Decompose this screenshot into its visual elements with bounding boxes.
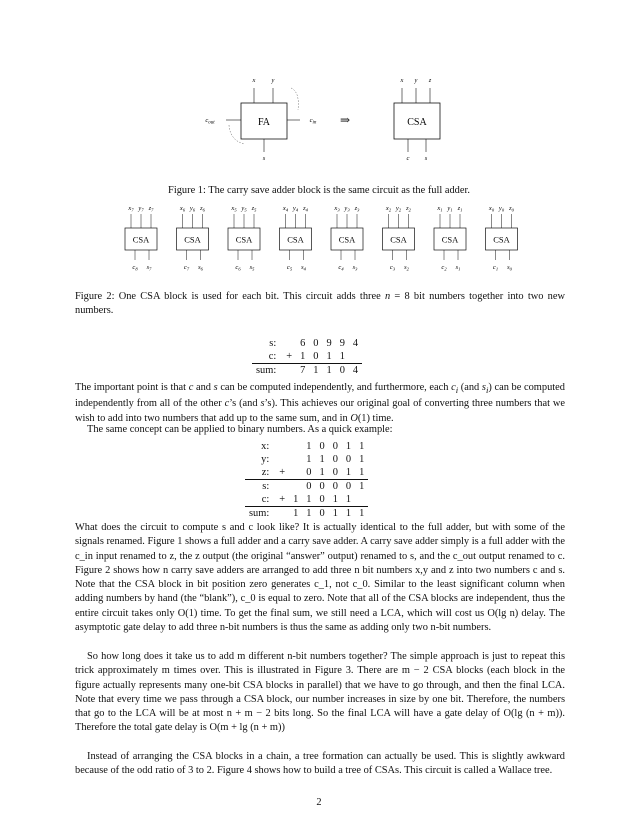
digit-cell [349, 350, 362, 364]
csa-bit-output-label: $c_1$ [492, 264, 499, 272]
csa-bit-label: CSA [132, 234, 150, 245]
csa-bit-input-label: $z_4$ [303, 205, 308, 213]
digit-cell: 1 [345, 441, 352, 452]
csa-bit-input-label: $x_3$ [334, 205, 340, 213]
csa-bit-output-label: $s_4$ [301, 264, 306, 272]
digit-cell [289, 440, 302, 453]
sum-row [245, 440, 368, 453]
paragraph-independence: The important point is that c and s can be computed independently, and furthermore, each $c_i$ (and $s_i$) can be computed independently from all of the other c’s (and s’s). This achieves our original goal of converting three numbers that we wish to add into two numbers that add up to the same sum, and in O(1) time. [75, 382, 565, 424]
csa-bit-output-label: $s_1$ [455, 264, 461, 272]
row-operator: + [279, 494, 286, 505]
digit-cell: 1 [339, 351, 345, 362]
row-label: x: [261, 441, 270, 452]
row-operator [275, 480, 289, 494]
row-operator [282, 364, 296, 378]
csa-bit-input-label: $y_2$ [395, 205, 402, 213]
csa-bit-input-label: $x_0$ [488, 205, 495, 213]
csa-bit-block [177, 205, 209, 272]
csa-bit-block [280, 205, 312, 272]
csa-bit-output-label: $c_5$ [286, 264, 293, 272]
digit-cell: 0 [332, 467, 338, 478]
row-operator [275, 507, 289, 521]
digit-cell: 7 [296, 364, 309, 378]
csa-bit-input-label: $z_3$ [354, 205, 360, 213]
row-operator: + [279, 467, 286, 478]
csa-bit-input-label: $z_6$ [200, 205, 205, 213]
csa-bit-output-label: $c_2$ [441, 264, 447, 272]
digit-cell: 1 [359, 454, 365, 465]
csa-bit-output-label: $c_4$ [338, 264, 344, 272]
digit-cell [289, 480, 302, 494]
digit-cell: 4 [352, 338, 359, 349]
digit-cell: 0 [306, 467, 312, 478]
sum-row [252, 337, 362, 350]
fa-label: FA [257, 117, 271, 128]
digit-cell: 1 [326, 351, 332, 362]
fa-output-s: s [262, 155, 266, 162]
csa-bit-output-label: $s_2$ [404, 264, 409, 272]
csa-bit-output-label: $c_8$ [132, 264, 138, 272]
sum-row [252, 364, 362, 378]
csa-bit-input-label: $y_7$ [138, 205, 144, 213]
csa-bit-output-label: $s_0$ [507, 264, 512, 272]
csa-bit-input-label: $y_4$ [292, 205, 299, 213]
digit-cell: 1 [306, 441, 312, 452]
csa-bit-input-label: $x_7$ [128, 205, 134, 213]
csa-bit-label: CSA [493, 234, 510, 245]
row-label: y: [261, 454, 270, 465]
digit-cell: 1 [293, 494, 299, 505]
csa-bit-label: CSA [287, 234, 304, 245]
row-label: z: [261, 467, 270, 478]
digit-cell: 1 [332, 494, 338, 505]
sum-row [245, 493, 368, 507]
digit-cell: 6 [300, 338, 306, 349]
figure-2-caption: Figure 2: One CSA block is used for each bit. This circuit adds three n = 8 bit numbers together into two new numbers. [75, 291, 565, 316]
csa-bit-input-label: $x_2$ [385, 205, 392, 213]
digit-cell: 0 [319, 441, 325, 452]
digit-cell: 0 [302, 480, 315, 494]
digit-cell: 1 [355, 480, 368, 494]
csa-bit-output-label: $c_3$ [389, 264, 396, 272]
sum-row [252, 350, 362, 364]
digit-cell [355, 493, 368, 507]
figure-1-caption: Figure 1: The carry save adder block is the same circuit as the full adder. [168, 185, 470, 196]
transform-arrow: ⇒ [339, 113, 351, 127]
csa-bit-input-label: $x_4$ [282, 205, 289, 213]
row-operator [275, 440, 289, 453]
row-operator [275, 453, 289, 466]
csa-bit-block [331, 205, 363, 272]
csa-bit-block [125, 205, 157, 272]
digit-cell: 1 [345, 467, 352, 478]
csa-bit-label: CSA [184, 234, 201, 245]
dashed-wire-top [291, 88, 298, 110]
csa-bit-label: CSA [390, 234, 407, 245]
digit-cell: 1 [359, 467, 365, 478]
csa-bit-label: CSA [441, 234, 459, 245]
fa-input-x: x [252, 77, 256, 84]
digit-cell: 9 [339, 338, 345, 349]
csa-bit-output-label: $c_6$ [235, 264, 241, 272]
digit-cell: 0 [316, 507, 329, 521]
csa-bit-input-label: $x_5$ [231, 205, 237, 213]
digit-cell: 1 [342, 507, 355, 521]
digit-cell: 0 [332, 454, 338, 465]
csa-bit-input-label: $y_5$ [241, 205, 247, 213]
digit-cell: 0 [316, 480, 329, 494]
csa-input-y: y [414, 77, 418, 84]
digit-cell: 9 [326, 338, 332, 349]
binary-csa-example [245, 440, 368, 520]
csa-bit-input-label: $x_1$ [437, 205, 443, 213]
row-operator: + [286, 351, 293, 362]
csa-output-c: c [406, 155, 410, 162]
csa-bit-output-label: $s_3$ [352, 264, 358, 272]
digit-cell: 1 [306, 494, 312, 505]
paragraph-wallace-tree: Instead of arranging the CSA blocks in a chain, a tree formation can actually be used. This is slightly awkward because of the odd ratio of 3 to 2. Figure 4 shows how to build a tree of CSAs. This circuit is called a Wallace tree. [75, 751, 565, 777]
digit-cell: 0 [313, 351, 319, 362]
row-label: sum: [252, 364, 282, 378]
sum-row [245, 480, 368, 494]
csa-bit-label: CSA [338, 234, 356, 245]
digit-cell: 0 [332, 441, 338, 452]
csa-bit-input-label: $y_3$ [344, 205, 350, 213]
row-label: c: [268, 351, 277, 362]
csa-output-s: s [424, 155, 428, 162]
csa-bit-output-label: $s_5$ [249, 264, 255, 272]
csa-bit-input-label: $z_0$ [509, 205, 514, 213]
digit-cell: 1 [306, 454, 312, 465]
figure-2 [0, 196, 638, 280]
digit-cell: 0 [336, 364, 349, 378]
digit-cell: 1 [345, 494, 352, 505]
csa-bit-input-label: $x_6$ [179, 205, 186, 213]
row-label: c: [261, 494, 270, 505]
csa-bit-block [228, 205, 260, 272]
digit-cell: 4 [349, 364, 362, 378]
digit-cell [289, 453, 302, 466]
digit-cell: 0 [313, 338, 319, 349]
figure-1 [0, 60, 638, 190]
csa-bit-block [434, 205, 466, 272]
digit-cell: 1 [323, 364, 336, 378]
csa-bit-input-label: $z_2$ [406, 205, 411, 213]
digit-cell: 0 [342, 480, 355, 494]
digit-cell: 0 [329, 480, 342, 494]
digit-cell: 0 [319, 494, 325, 505]
fa-input-y: y [271, 77, 275, 84]
row-label: sum: [245, 507, 275, 521]
csa-bit-output-label: $c_7$ [183, 264, 190, 272]
csa-bit-input-label: $y_0$ [498, 205, 505, 213]
digit-cell: 1 [355, 507, 368, 521]
fa-carry-in: $c_{in}$ [309, 117, 317, 126]
paragraph-binary-intro: The same concept can be applied to binary numbers. As a quick example: [87, 424, 393, 435]
csa-bit-input-label: $y_1$ [447, 205, 453, 213]
row-label: s: [269, 338, 277, 349]
digit-cell: 0 [345, 454, 352, 465]
sum-row [245, 466, 368, 480]
csa-bit-block [383, 205, 415, 272]
digit-cell: 1 [302, 507, 315, 521]
csa-bit-output-label: $s_6$ [198, 264, 203, 272]
sum-row [245, 507, 368, 521]
csa-bit-input-label: $z_7$ [148, 205, 154, 213]
paragraph-m-numbers: So how long does it take us to add m different n-bit numbers together? The simple approach is just to repeat this trick approximately m times over. This is illustrated in Figure 3. There are m − 2 CSA blocks (each block in the figure actually represents many one-bit CSA blocks in parallel) that we have to go through, and then the final LCA. Note that every time we pass through a CSA block, our number increases in size by one bit. Therefore, the numbers that go to the LCA will be at most n + m − 2 bits long. So the final LCA will have a gate delay of O(lg (n + m)). Therefore the total gate delay is O(m + lg (n + m)) [75, 651, 565, 734]
digit-cell: 1 [300, 351, 306, 362]
csa-bit-input-label: $z_5$ [251, 205, 257, 213]
digit-cell: 1 [359, 441, 365, 452]
csa-input-x: x [400, 77, 404, 84]
decimal-csa-example [252, 337, 362, 377]
digit-cell: 1 [319, 454, 325, 465]
csa-bit-output-label: $s_7$ [146, 264, 152, 272]
page-number: 2 [316, 797, 322, 808]
digit-cell: 1 [319, 467, 325, 478]
row-operator [282, 337, 296, 350]
fa-carry-out: $c_{out}$ [205, 117, 215, 126]
row-label: s: [245, 480, 275, 494]
csa-input-z: z [428, 77, 432, 84]
digit-cell: 1 [329, 507, 342, 521]
digit-cell [289, 466, 302, 480]
sum-row [245, 453, 368, 466]
csa-bit-input-label: $y_6$ [189, 205, 196, 213]
digit-cell: 1 [289, 507, 302, 521]
csa-bit-label: CSA [235, 234, 253, 245]
csa-bit-input-label: $z_1$ [457, 205, 463, 213]
digit-cell: 1 [309, 364, 322, 378]
paragraph-circuit: What does the circuit to compute s and c look like? It is actually identical to the full adder, but with some of the signals renamed. Figure 1 shows a full adder and a carry save adder. A carry save adder simply is a full adder with the c_in input renamed to z, the z output (the original “answer” output) renamed to s, and the c_out output renamed to c. Figure 2 shows how n carry save adders are arranged to add three n bit numbers x,y and z into two numbers c and s. Note that the CSA block in bit position zero generates c_1, not c_0. Similar to the least significant column when adding numbers by hand (the “blank”), c_0 is equal to zero. Note that all of the CSA blocks are independent, thus the entire circuit takes only O(1) time. To get the final sum, we still need a LCA, which will cost us O(lg n) delay. The asymptotic gate delay to add three n-bit numbers is thus the same as adding only two n-bit numbers. [75, 522, 565, 634]
csa-bit-block [486, 205, 518, 272]
csa-label: CSA [407, 117, 427, 128]
